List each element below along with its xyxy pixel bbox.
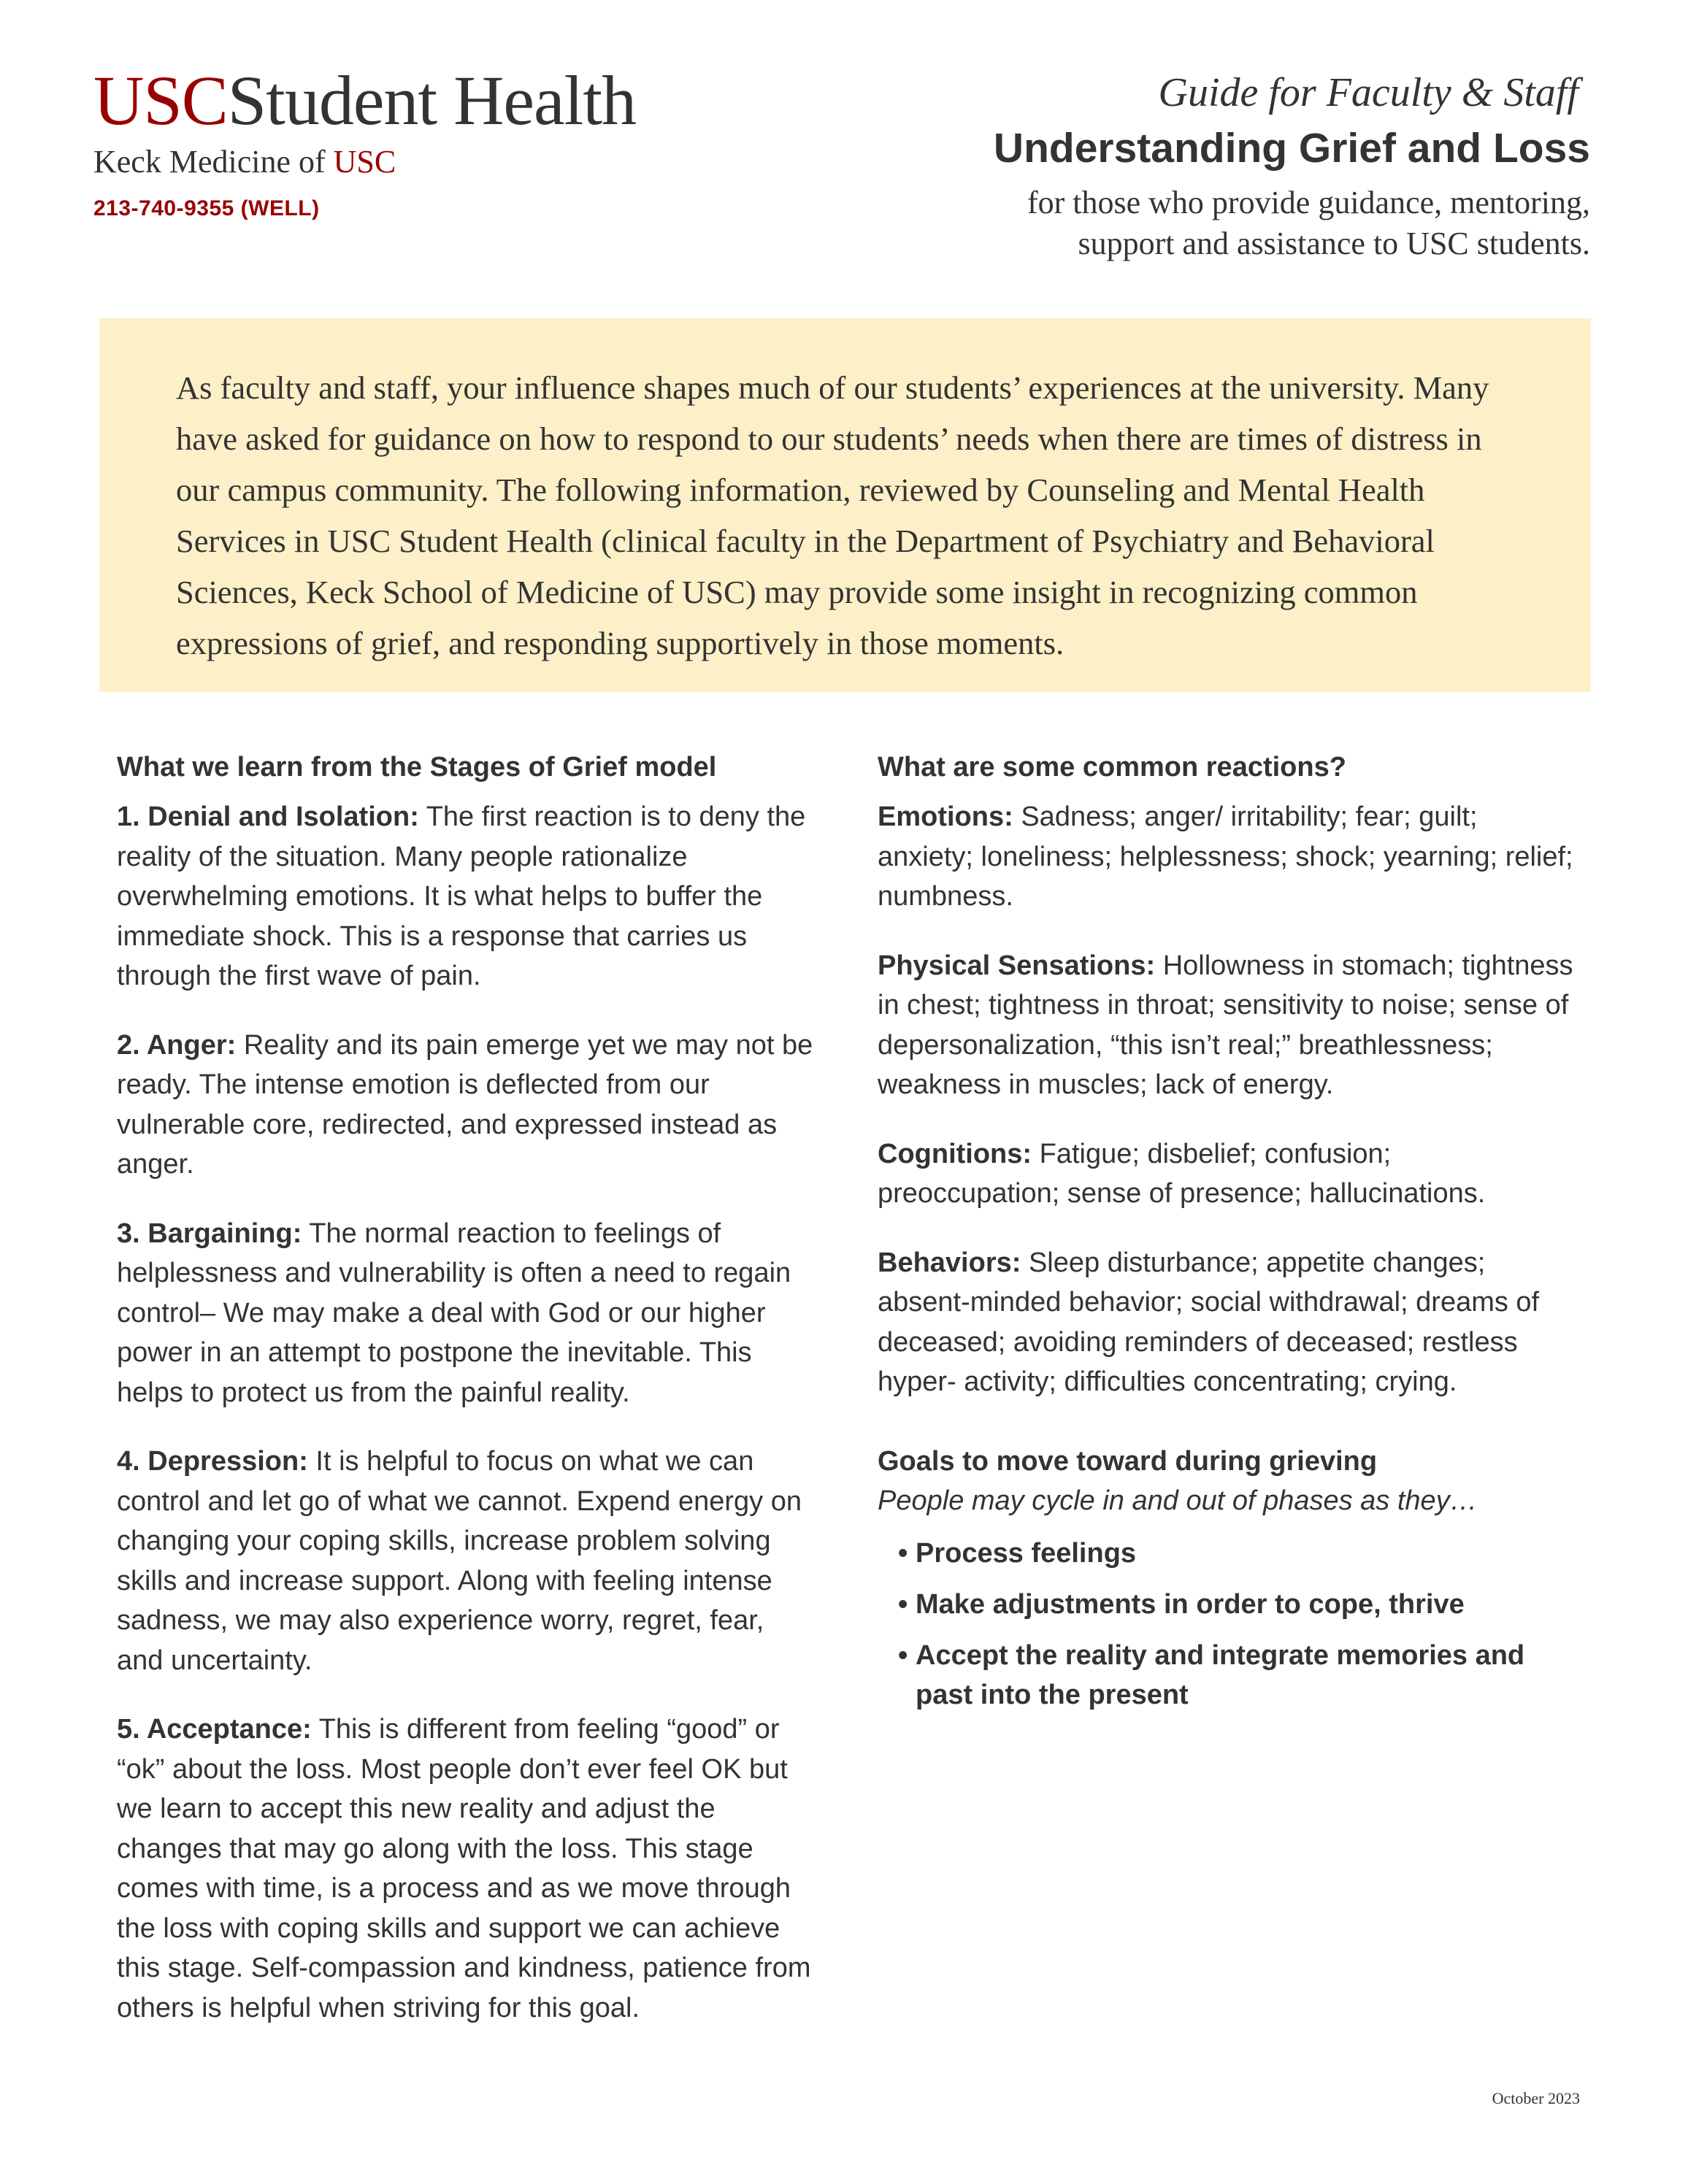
stage-item <box>117 1026 818 1185</box>
reactions-heading: What are some common reactions? <box>878 752 1346 783</box>
page-title: Understanding Grief and Loss <box>993 125 1590 172</box>
reaction-item <box>878 1134 1578 1214</box>
goal-item <box>898 1585 1578 1624</box>
stage-text: This is different from feeling “good” or “ok” about the loss. Most people don’t ever feel OK but we learn to accept this new reality and adjust the changes that may go along with the loss. This stage comes with time, is a process and as we move through the loss with coping skills and support we can achieve this stage. Self-compassion and kindness, patience from others is helpful when striving for this goal. <box>117 1714 811 2023</box>
stage-text: The first reaction is to deny the reality of the situation. Many people rationalize overwhelming emotions. It is what helps to buffer the immediate shock. This is a response that carries us through the first wave of pain. <box>117 801 806 991</box>
reaction-label: Cognitions: <box>878 1138 1032 1169</box>
goal-text: Accept the reality and integrate memories and past into the present <box>916 1639 1525 1710</box>
logo-usc-text: USC <box>93 61 228 139</box>
keck-prefix-text: Keck Medicine of <box>93 144 334 180</box>
usc-student-health-logo <box>93 61 636 139</box>
stage-text: The normal reaction to feelings of helplessness and vulnerability is often a need to regain control– We may make a deal with God or our higher power in an attempt to postpone the inevitable. This helps to protect us from the painful reality. <box>117 1218 791 1408</box>
stage-item <box>117 1710 818 2028</box>
intro-box <box>99 318 1591 692</box>
reactions-column <box>878 747 1578 1726</box>
footer-date: October 2023 <box>1492 2089 1580 2107</box>
subtitle-line-2: support and assistance to USC students. <box>1078 226 1590 261</box>
title-block <box>994 67 1590 264</box>
goal-text: Make adjustments in order to cope, thrive <box>916 1588 1465 1620</box>
logo-student-health-text: Student Health <box>227 61 636 139</box>
stage-label: 4. Depression: <box>117 1446 308 1477</box>
goal-text: Process feelings <box>916 1537 1137 1569</box>
bullet-icon: • <box>898 1588 908 1620</box>
stages-heading: What we learn from the Stages of Grief model <box>117 752 717 783</box>
stage-label: 1. Denial and Isolation: <box>117 801 419 832</box>
stage-item <box>117 797 818 996</box>
reaction-text: Fatigue; disbelief; confusion; preoccupation; sense of presence; hallucinations. <box>878 1138 1486 1209</box>
goal-item <box>898 1636 1578 1715</box>
bullet-icon: • <box>898 1537 908 1569</box>
page-subtitle <box>994 182 1590 264</box>
reaction-item <box>878 797 1578 917</box>
reaction-item <box>878 946 1578 1105</box>
reaction-item <box>878 1243 1578 1402</box>
reaction-text: Hollowness in stomach; tightness in chest; tightness in throat; sensitivity to noise; sense of depersonalization, “this isn’t real;” breathlessness; weakness in muscles; lack of energy. <box>878 950 1573 1100</box>
stage-text: Reality and its pain emerge yet we may not be ready. The intense emotion is deflected from our vulnerable core, redirected, and expressed instead as anger. <box>117 1029 813 1180</box>
stage-label: 3. Bargaining: <box>117 1218 302 1249</box>
stage-label: 5. Acceptance: <box>117 1714 312 1745</box>
keck-medicine-logo <box>93 143 636 180</box>
reaction-label: Behaviors: <box>878 1247 1021 1278</box>
goals-subheading: People may cycle in and out of phases as they… <box>878 1485 1478 1516</box>
goals-list <box>898 1534 1578 1715</box>
goals-heading: Goals to move toward during grieving <box>878 1445 1378 1477</box>
stages-column <box>117 747 818 2057</box>
reaction-text: Sleep disturbance; appetite changes; absent-minded behavior; social withdrawal; dreams of deceased; avoiding reminders of deceased; restless hyper- activity; difficulties concentrating; crying. <box>878 1247 1540 1397</box>
subtitle-line-1: for those who provide guidance, mentoring, <box>1027 185 1590 220</box>
guide-label: Guide for Faculty & Staff <box>1158 70 1578 115</box>
stage-item <box>117 1442 818 1680</box>
stage-item <box>117 1214 818 1413</box>
bullet-icon: • <box>898 1639 908 1671</box>
reaction-text: Sadness; anger/ irritability; fear; guilt; anxiety; loneliness; helplessness; shock; yearning; relief; numbness. <box>878 801 1573 912</box>
stage-label: 2. Anger: <box>117 1029 237 1061</box>
reaction-label: Physical Sensations: <box>878 950 1156 981</box>
reaction-label: Emotions: <box>878 801 1013 832</box>
stage-text: It is helpful to focus on what we can control and let go of what we cannot. Expend energy on changing your coping skills, increase problem solving skills and increase support. Along with feeling intense sadness, we may also experience worry, regret, fear, and uncertainty. <box>117 1446 802 1676</box>
phone-number: 213-740-9355 (WELL) <box>93 196 320 220</box>
goal-item <box>898 1534 1578 1573</box>
keck-usc-text: USC <box>333 144 396 180</box>
logo-block <box>93 61 636 221</box>
intro-text: As faculty and staff, your influence shapes much of our students’ experiences at the university. Many have asked for guidance on how to respond to our students’ needs when there are times of distress in our campus community. The following information, reviewed by Counseling and Mental Health Services in USC Student Health (clinical faculty in the Department of Psychiatry and Behavioral Sciences, Keck School of Medicine of USC) may provide some insight in recognizing common expressions of grief, and responding supportively in those moments. <box>176 369 1489 661</box>
